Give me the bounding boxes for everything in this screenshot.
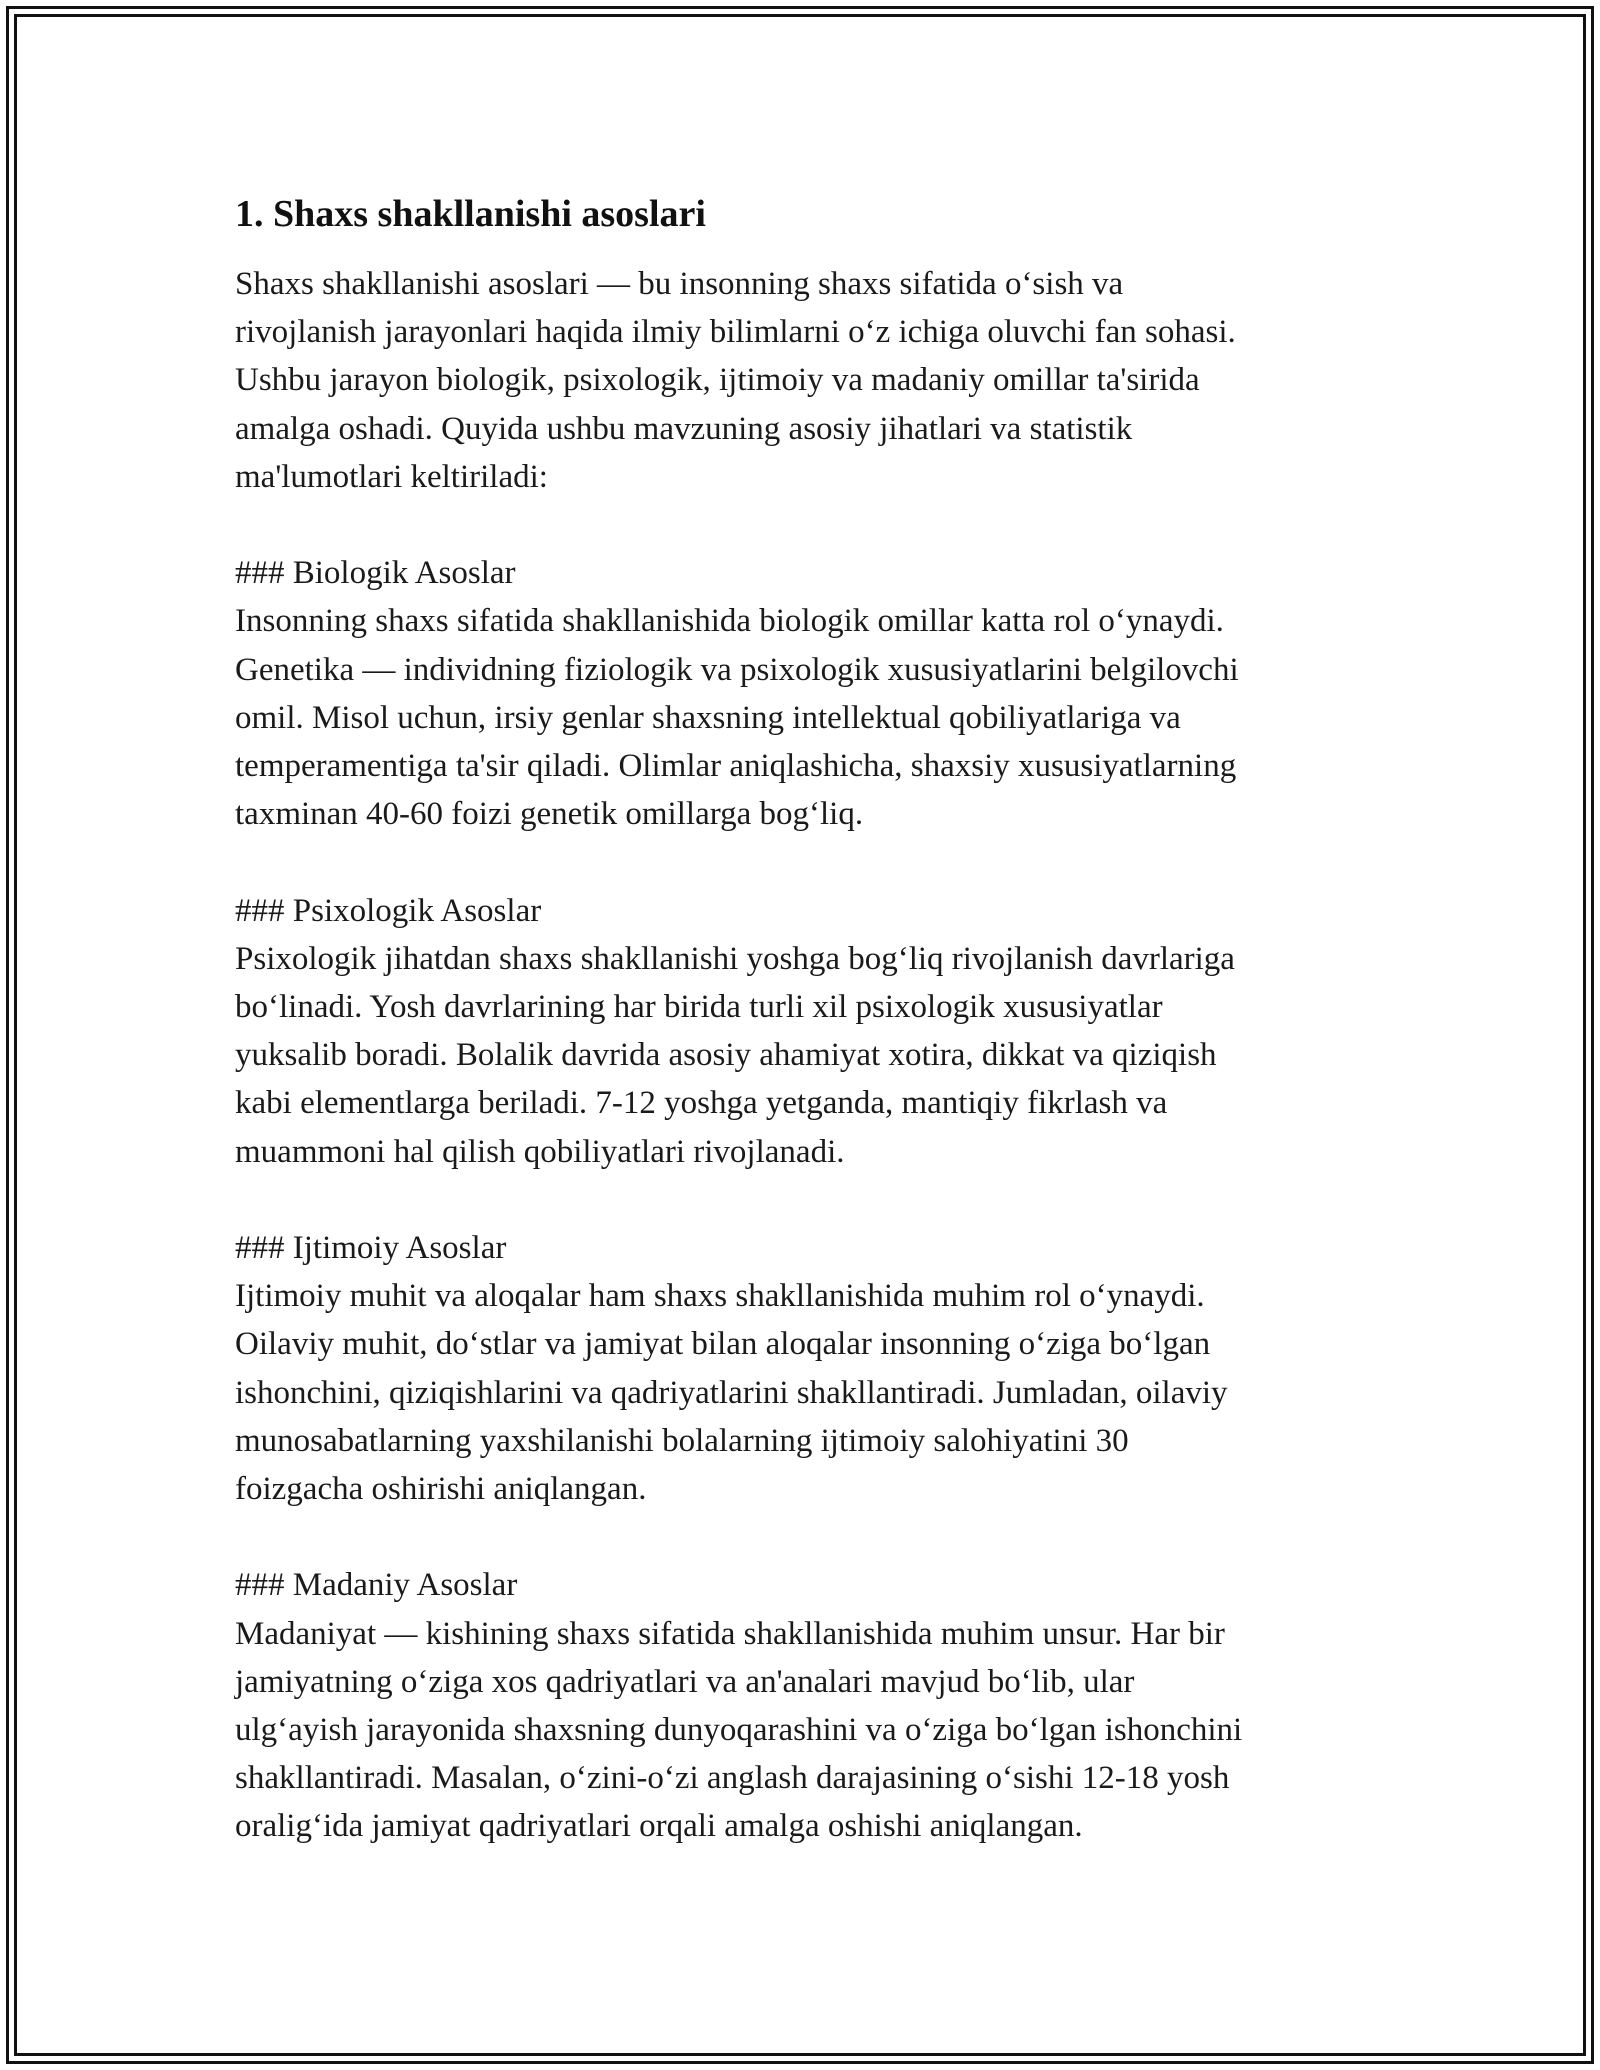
document-title: 1. Shaxs shakllanishi asoslari <box>235 193 706 235</box>
section-paragraph: Insonning shaxs sifatida shakllanishida biologik omillar katta rol o‘ynaydi. Genetika — individning fiziologik va psixologik xususiyatlarini belgilovchi omil. Misol uchun, irsiy genlar shaxsning intellektual qobiliyatlariga va temperamentiga ta'sir qiladi. Olimlar aniqlashicha, shaxsiy xususiyatlarning taxminan 40-60 foizi genetik omillarga bog‘liq. <box>235 603 1239 833</box>
section-psixologik <box>235 887 1385 1176</box>
section-heading: ### Psixologik Asoslar <box>235 892 542 929</box>
section-heading: ### Biologik Asoslar <box>235 555 516 592</box>
section-ijtimoiy <box>235 1224 1385 1513</box>
section-heading: ### Madaniy Asoslar <box>235 1567 518 1604</box>
section-heading: ### Ijtimoiy Asoslar <box>235 1230 507 1267</box>
section-biologik <box>235 549 1385 838</box>
section-paragraph: Psixologik jihatdan shaxs shakllanishi yoshga bog‘liq rivojlanish davrlariga bo‘linadi. Yosh davrlarining har birida turli xil psixologik xususiyatlar yuksalib boradi. Bolalik davrida asosiy ahamiyat xotira, dikkat va qiziqish kabi elementlarga beriladi. 7-12 yoshga yetganda, mantiqiy fikrlash va muammoni hal qilish qobiliyatlari rivojlanadi. <box>235 940 1235 1170</box>
intro-paragraph: Shaxs shakllanishi asoslari — bu insonning shaxs sifatida o‘sish va rivojlanish jarayonlari haqida ilmiy bilimlarni o‘z ichiga oluvchi fan sohasi. Ushbu jarayon biologik, psixologik, ijtimoiy va madaniy omillar ta'sirida amalga oshadi. Quyida ushbu mavzuning asosiy jihatlari va statistik ma'lumotlari keltiriladi: <box>235 266 1236 495</box>
document-body <box>235 190 1385 1851</box>
section-madaniy <box>235 1561 1385 1850</box>
section-paragraph: Ijtimoiy muhit va aloqalar ham shaxs shakllanishida muhim rol o‘ynaydi. Oilaviy muhit, do‘stlar va jamiyat bilan aloqalar insonning o‘ziga bo‘lgan ishonchini, qiziqishlarini va qadriyatlarini shakllantiradi. Jumladan, oilaviy munosabatlarning yaxshilanishi bolalarning ijtimoiy salohiyatini 30 foizgacha oshirishi aniqlangan. <box>235 1278 1228 1508</box>
section-paragraph: Madaniyat — kishining shaxs sifatida shakllanishida muhim unsur. Har bir jamiyatning o‘ziga xos qadriyatlari va an'analari mavjud bo‘lib, ular ulg‘ayish jarayonida shaxsning dunyoqarashini va o‘ziga bo‘lgan ishonchini shakllantiradi. Masalan, o‘zini-o‘zi anglash darajasining o‘sishi 12-18 yosh oralig‘ida jamiyat qadriyatlari orqali amalga oshishi aniqlangan. <box>235 1615 1243 1845</box>
